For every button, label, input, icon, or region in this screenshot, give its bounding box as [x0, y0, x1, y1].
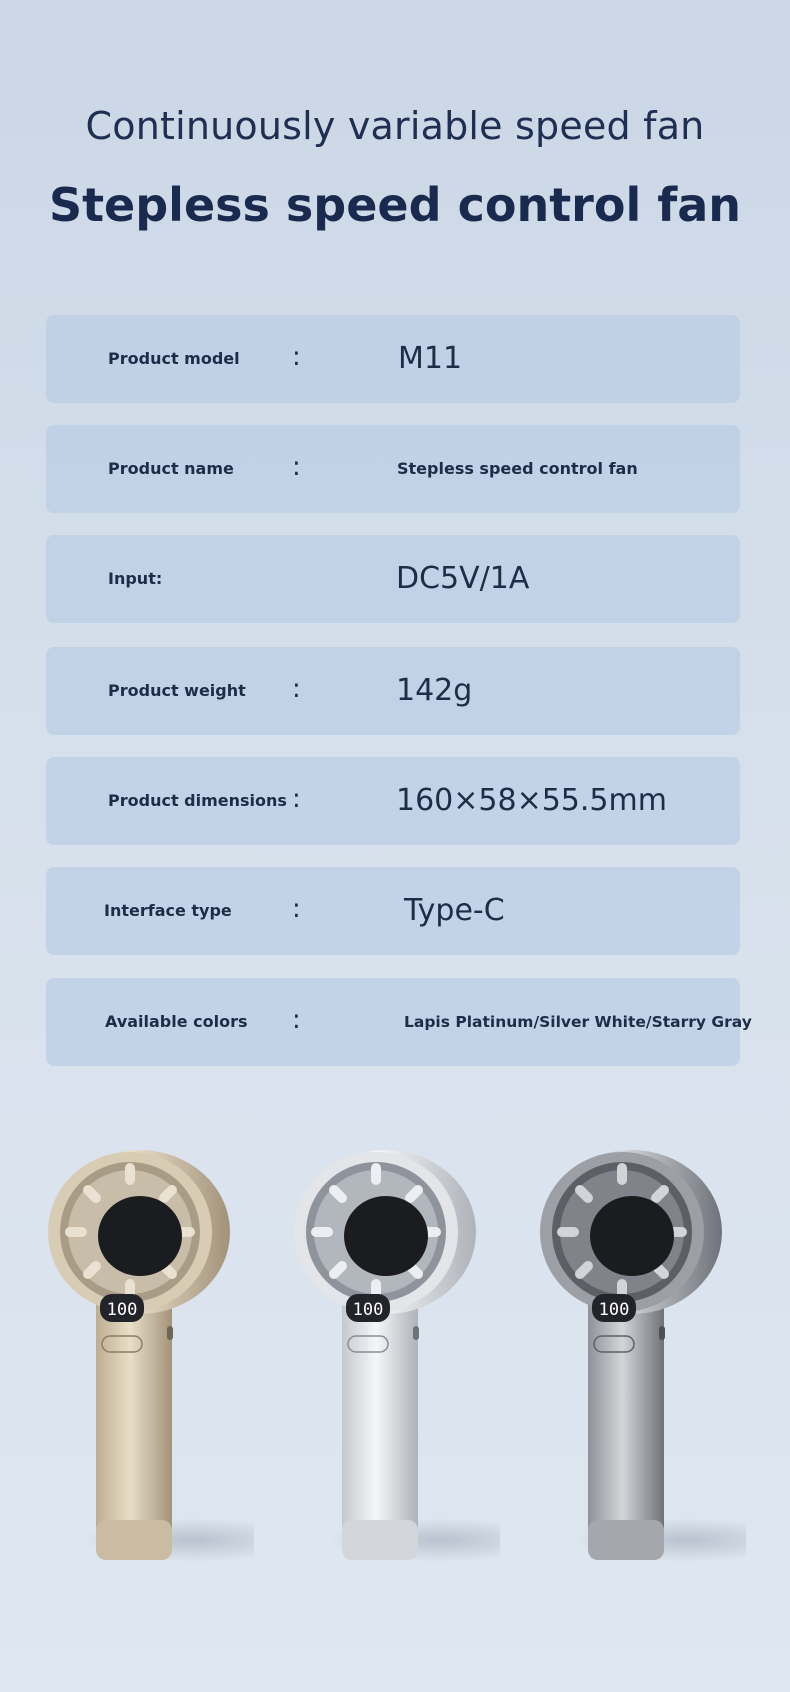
- spec-value: DC5V/1A: [396, 561, 530, 596]
- spec-colon: :: [292, 674, 301, 704]
- spec-row-available-colors: [46, 978, 752, 1066]
- page-title: Stepless speed control fan: [48, 178, 742, 232]
- spec-label: Product model: [108, 349, 240, 368]
- spec-value: Lapis Platinum/Silver White/Starry Gray: [404, 1013, 752, 1031]
- spec-colon: :: [292, 784, 301, 814]
- spec-value: 160×58×55.5mm: [396, 783, 667, 818]
- spec-row-product-model: [46, 315, 740, 403]
- spec-label: Product name: [108, 459, 234, 478]
- spec-value: M11: [398, 341, 463, 376]
- spec-colon: :: [292, 452, 301, 482]
- spec-value: Type-C: [404, 893, 505, 928]
- spec-value: 142g: [396, 673, 473, 708]
- spec-colon: :: [292, 342, 301, 372]
- spec-row-interface-type: [46, 867, 740, 955]
- fan-image-lapis-platinum: [44, 1140, 254, 1570]
- spec-row-product-dimensions: [46, 757, 740, 845]
- product-gallery: [0, 1140, 790, 1570]
- spec-colon: :: [292, 1005, 301, 1035]
- spec-value: Stepless speed control fan: [397, 459, 638, 478]
- page-subtitle: Continuously variable speed fan: [85, 104, 705, 148]
- spec-label: Product dimensions: [108, 791, 287, 810]
- fan-image-silver-white: [290, 1140, 500, 1570]
- fan-display-text: 100: [106, 1300, 138, 1320]
- fan-display-text: 100: [352, 1300, 384, 1320]
- spec-row-input: [46, 535, 740, 623]
- spec-row-product-weight: [46, 647, 740, 735]
- spec-label: Input:: [108, 569, 163, 588]
- fan-display-text: 100: [598, 1300, 630, 1320]
- spec-label: Product weight: [108, 681, 246, 700]
- spec-label: Interface type: [104, 901, 232, 920]
- spec-row-product-name: [46, 425, 740, 513]
- fan-image-starry-gray: [536, 1140, 746, 1570]
- spec-colon: :: [292, 894, 301, 924]
- spec-label: Available colors: [105, 1012, 248, 1031]
